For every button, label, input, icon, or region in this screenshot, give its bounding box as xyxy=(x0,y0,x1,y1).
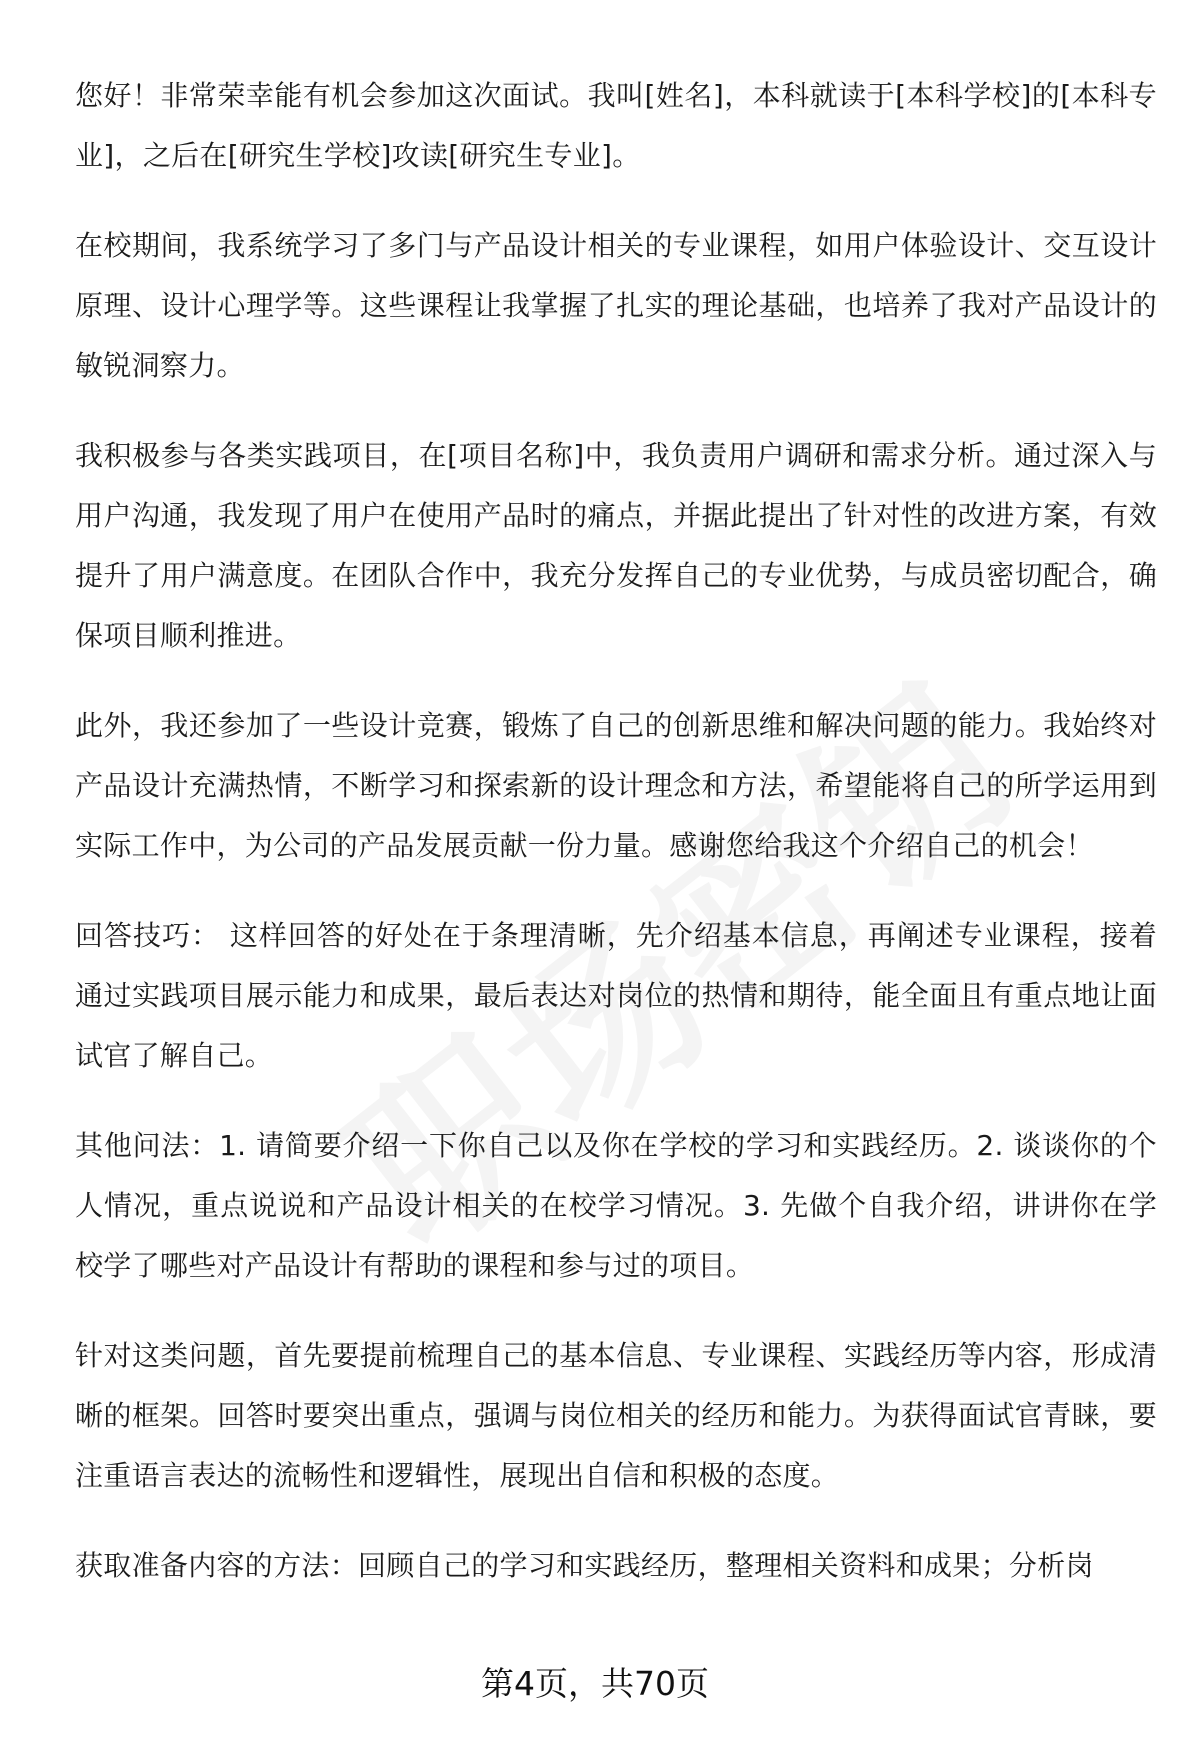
paragraph-strategy: 针对这类问题，首先要提前梳理自己的基本信息、专业课程、实践经历等内容，形成清晰的框架。回答时要突出重点，强调与岗位相关的经历和能力。为获得面试官青睐，要注重语言表达的流畅性和逻辑性，展现出自信和积极的态度。 xyxy=(75,1339,1157,1492)
paragraph-competitions: 此外，我还参加了一些设计竞赛，锻炼了自己的创新思维和解决问题的能力。我始终对产品设计充满热情，不断学习和探索新的设计理念和方法，希望能将自己的所学运用到实际工作中，为公司的产品发展贡献一份力量。感谢您给我这个介绍自己的机会！ xyxy=(75,709,1157,862)
paragraph-preparation: 获取准备内容的方法：回顾自己的学习和实践经历，整理相关资料和成果；分析岗 xyxy=(75,1549,1094,1582)
document-body xyxy=(75,66,1157,1626)
paragraph-answer-tips: 回答技巧： 这样回答的好处在于条理清晰，先介绍基本信息，再阐述专业课程，接着通过实践项目展示能力和成果，最后表达对岗位的热情和期待，能全面且有重点地让面试官了解自己。 xyxy=(75,919,1157,1072)
page-footer: 第4页，共70页 xyxy=(481,1664,709,1703)
paragraph-other-questions: 其他问法：1. 请简要介绍一下你自己以及你在学校的学习和实践经历。2. 谈谈你的个人情况，重点说说和产品设计相关的在校学习情况。3. 先做个自我介绍，讲讲你在学校学了哪些对产品设计有帮助的课程和参与过的项目。 xyxy=(75,1129,1157,1282)
paragraph-intro: 您好！非常荣幸能有机会参加这次面试。我叫[姓名]，本科就读于[本科学校]的[本科专业]，之后在[研究生学校]攻读[研究生专业]。 xyxy=(75,79,1157,172)
paragraph-projects: 我积极参与各类实践项目，在[项目名称]中，我负责用户调研和需求分析。通过深入与用户沟通，我发现了用户在使用产品时的痛点，并据此提出了针对性的改进方案，有效提升了用户满意度。在团队合作中，我充分发挥自己的专业优势，与成员密切配合，确保项目顺利推进。 xyxy=(75,439,1157,652)
paragraph-courses: 在校期间，我系统学习了多门与产品设计相关的专业课程，如用户体验设计、交互设计原理、设计心理学等。这些课程让我掌握了扎实的理论基础，也培养了我对产品设计的敏锐洞察力。 xyxy=(75,229,1157,382)
